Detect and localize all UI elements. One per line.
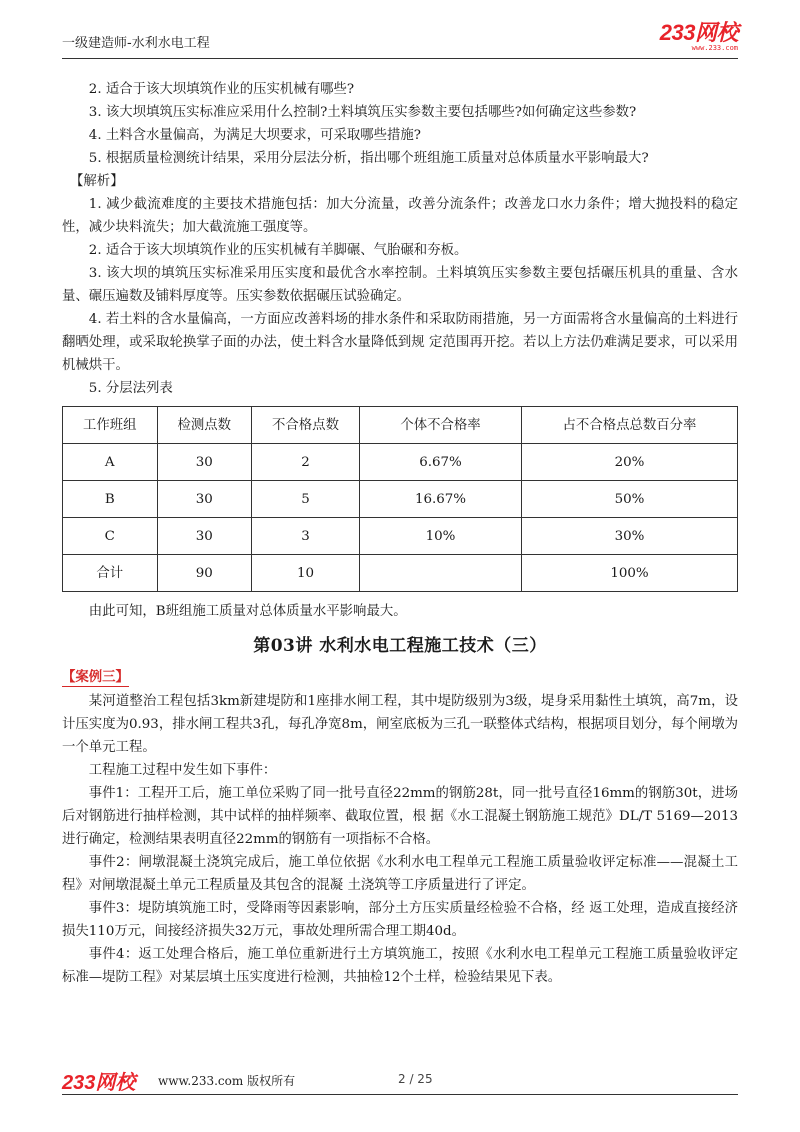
case-event-3: 事件3：堤防填筑施工时，受降雨等因素影响，部分土方压实质量经检验不合格，经 返工处理，造成直接经济损失110万元，间接经济损失32万元，事故处理所需合理工期40d。 (62, 901, 738, 939)
question-4: 4. 土料含水量偏高，为满足大坝要求，可采取哪些措施? (88, 128, 421, 143)
case-paragraph: 工程施工过程中发生如下事件： (88, 763, 277, 778)
answer-4: 4. 若土料的含水量偏高，一方面应改善料场的排水条件和采取防雨措施，另一方面需将含水量偏高的土料进行翻晒处理，或采取轮换掌子面的办法，使土料含水量降低到规 定范围再开挖。若以上方法仍难满足要求，可以采用机械烘干。 (62, 312, 738, 373)
footer-site: www.233.com 版权所有 (158, 1074, 296, 1088)
layering-table (62, 406, 738, 592)
col-header-rate: 个体不合格率 (360, 407, 522, 444)
question-5: 5. 根据质量检测统计结果，采用分层法分析，指出哪个班组施工质量对总体质量水平影响最大? (88, 151, 649, 166)
table-cell: 10 (252, 555, 360, 592)
table-cell: 90 (157, 555, 252, 592)
question-2: 2. 适合于该大坝填筑作业的压实机械有哪些? (88, 82, 355, 97)
case-event-1: 事件1：工程开工后，施工单位采购了同一批号直径22mm的钢筋28t，同一批号直径16mm的钢筋30t，进场后对钢筋进行抽样检测，其中试样的抽样频率、截取位置，根 据《水工混凝土钢筋施工规范》DL/T 5169—2013进行确定，检测结果表明直径22mm的钢筋有一项指标不合格。 (62, 786, 738, 847)
lecture-title: 第03讲 水利水电工程施工技术（三） (253, 636, 547, 656)
table-cell: 合计 (63, 555, 158, 592)
table-cell: 6.67% (360, 444, 522, 481)
brand-logo (660, 22, 738, 52)
table-cell: A (63, 444, 158, 481)
header-rule (62, 58, 738, 59)
table-cell: 2 (252, 444, 360, 481)
table-cell: C (63, 518, 158, 555)
col-header-failed: 不合格点数 (252, 407, 360, 444)
table-row (63, 444, 738, 481)
page-number: 2 / 25 (398, 1072, 433, 1086)
page-content (62, 78, 738, 989)
case-event-4: 事件4：返工处理合格后，施工单位重新进行土方填筑施工，按照《水利水电工程单元工程施工质量验收评定标准—堤防工程》对某层填土压实度进行检测，共抽检12个土样，检验结果见下表。 (62, 947, 738, 985)
table-cell: 16.67% (360, 481, 522, 518)
question-3: 3. 该大坝填筑压实标准应采用什么控制?土料填筑压实参数主要包括哪些?如何确定这些参数? (88, 105, 637, 120)
table-cell (360, 555, 522, 592)
answer-3: 3. 该大坝的填筑压实标准采用压实度和最优含水率控制。土料填筑压实参数主要包括碾压机具的重量、含水量、碾压遍数及铺料厚度等。压实参数依据碾压试验确定。 (62, 266, 738, 304)
table-row (63, 518, 738, 555)
case-paragraph: 某河道整治工程包括3km新建堤防和1座排水闸工程，其中堤防级别为3级，堤身采用黏性土填筑，高7m，设计压实度为0.93，排水闸工程共3孔，每孔净宽8m，闸室底板为三孔一联整体式结构，根据项目划分，每个闸墩为一个单元工程。 (62, 694, 738, 755)
table-row (63, 481, 738, 518)
page-footer (62, 1064, 738, 1094)
table-cell: 5 (252, 481, 360, 518)
table-cell: 3 (252, 518, 360, 555)
page-header (62, 22, 738, 56)
table-cell: 30% (522, 518, 738, 555)
col-header-team: 工作班组 (63, 407, 158, 444)
col-header-points: 检测点数 (157, 407, 252, 444)
answer-2: 2. 适合于该大坝填筑作业的压实机械有羊脚碾、气胎碾和夯板。 (88, 243, 468, 258)
answer-1: 1. 减少截流难度的主要技术措施包括：加大分流量，改善分流条件；改善龙口水力条件；增大抛投料的稳定性，减少块料流失；加大截流施工强度等。 (62, 197, 738, 235)
table-cell: 30 (157, 481, 252, 518)
table-cell: 100% (522, 555, 738, 592)
footer-rule (62, 1094, 738, 1095)
header-title: 一级建造师-水利水电工程 (62, 36, 210, 51)
table-cell: 50% (522, 481, 738, 518)
table-cell: 20% (522, 444, 738, 481)
table-row-total (63, 555, 738, 592)
conclusion: 由此可知，B班组施工质量对总体质量水平影响最大。 (88, 604, 407, 619)
analysis-label: 【解析】 (70, 174, 124, 189)
table-header-row (63, 407, 738, 444)
case-event-2: 事件2：闸墩混凝土浇筑完成后，施工单位依据《水利水电工程单元工程施工质量验收评定标准——混凝土工程》对闸墩混凝土单元工程质量及其包含的混凝 土浇筑等工序质量进行了评定。 (62, 855, 738, 893)
table-cell: 30 (157, 444, 252, 481)
table-cell: 30 (157, 518, 252, 555)
answer-5: 5. 分层法列表 (88, 381, 173, 396)
col-header-share: 占不合格点总数百分率 (522, 407, 738, 444)
logo-text: 233网校 (659, 20, 738, 45)
case-label: 【案例三】 (62, 669, 129, 685)
logo-url: www.233.com (691, 44, 738, 52)
footer-logo: 233网校 (62, 1072, 136, 1094)
table-cell: B (63, 481, 158, 518)
table-cell: 10% (360, 518, 522, 555)
